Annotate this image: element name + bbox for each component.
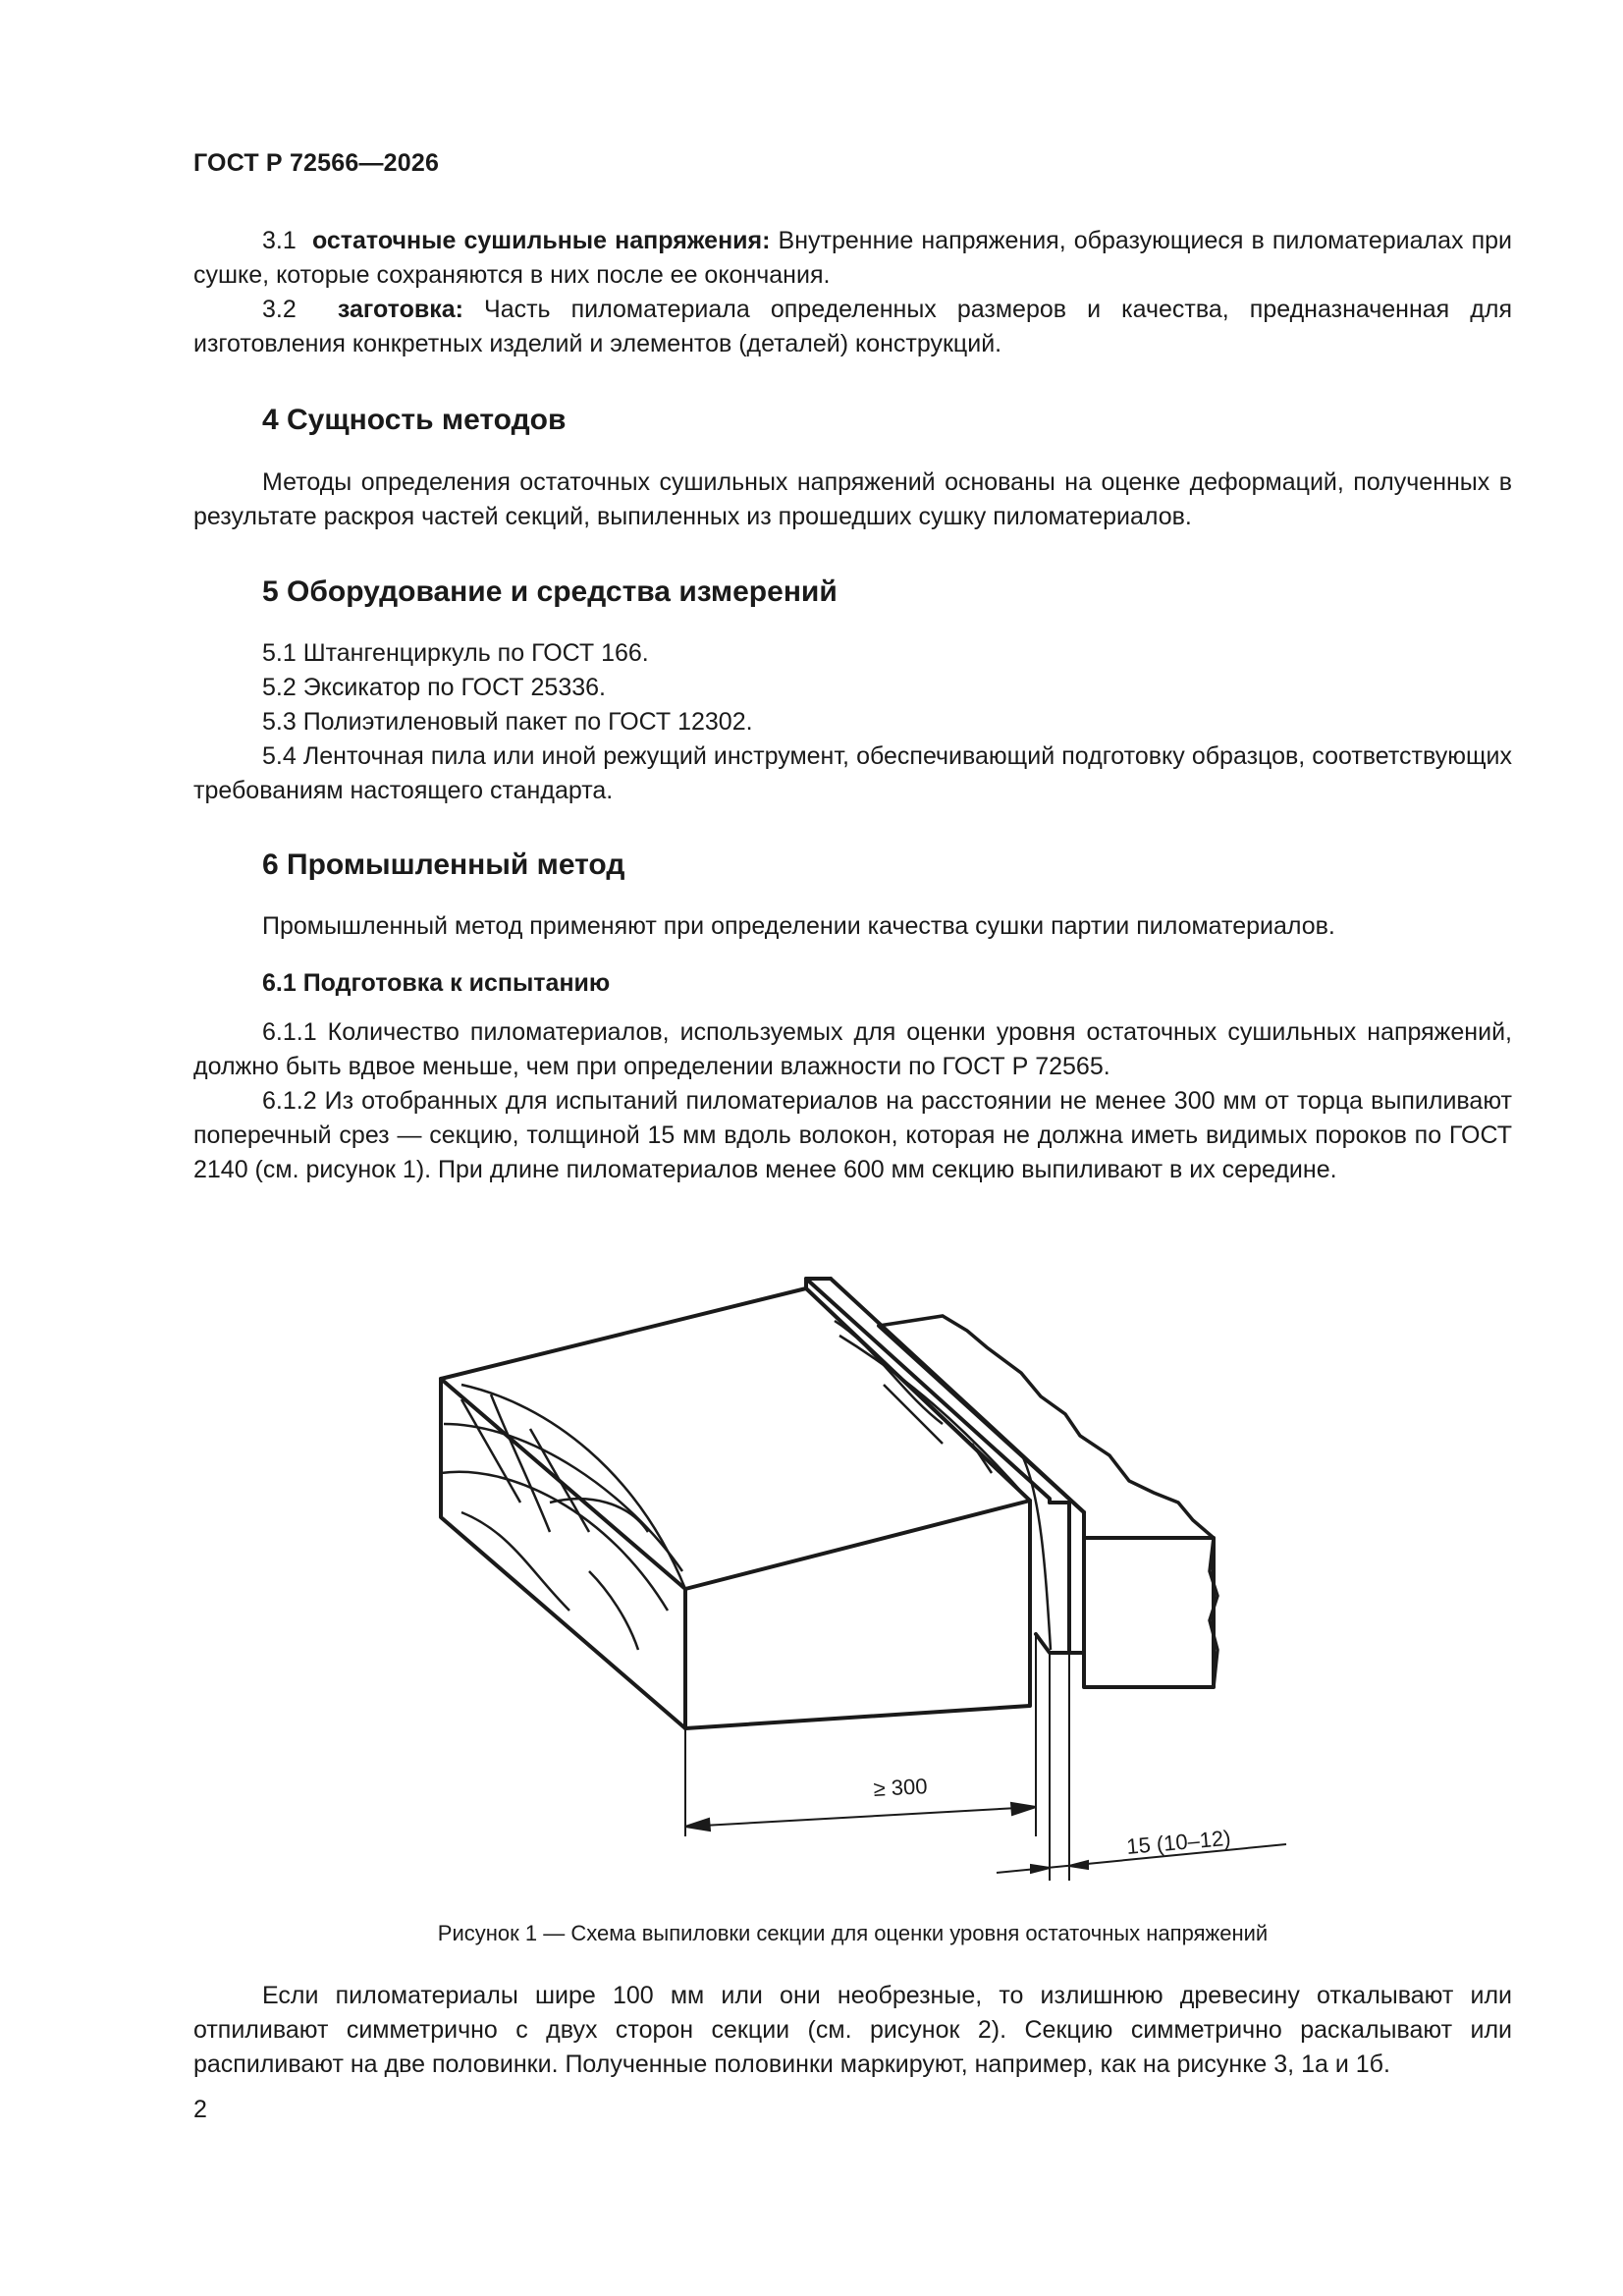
term-number: 3.1 xyxy=(262,227,297,254)
document-header-code: ГОСТ Р 72566—2026 xyxy=(193,149,440,177)
section-6-heading: 6 Промышленный метод xyxy=(262,848,625,881)
section-5-heading: 5 Оборудование и средства измерений xyxy=(262,575,838,608)
term-definition: Часть пиломатериала определенных размеров и качества, предназначенная для изготовления конкретных изделий и элементов (деталей) конструкций. xyxy=(193,296,1512,357)
page-number: 2 xyxy=(193,2096,207,2123)
paragraph-6-1-1: 6.1.1 Количество пиломатериалов, используемых для оценки уровня остаточных сушильных напряжений, должно быть вдвое меньше, чем при определении влажности по ГОСТ Р 72565. xyxy=(193,1018,1512,1080)
section-6-intro: Промышленный метод применяют при определении качества сушки партии пиломатериалов. xyxy=(262,912,1335,940)
list-item: 5.1 Штангенциркуль по ГОСТ 166. xyxy=(262,639,649,667)
board-outline xyxy=(441,1279,1214,1728)
grain-lines xyxy=(441,1321,1051,1650)
list-item: 5.2 Эксикатор по ГОСТ 25336. xyxy=(262,674,606,701)
section-4-heading: 4 Сущность методов xyxy=(262,404,567,436)
dimension-length-label: ≥ 300 xyxy=(872,1774,929,1801)
list-item: 5.4 Ленточная пила или иной режущий инструмент, обеспечивающий подготовку образцов, соответствующих требованиям настоящего стандарта. xyxy=(193,742,1512,804)
list-item: 5.3 Полиэтиленовый пакет по ГОСТ 12302. xyxy=(262,708,753,736)
term-definition: Внутренние напряжения, образующиеся в пиломатериалах при сушке, которые сохраняются в них после ее окончания. xyxy=(193,227,1512,289)
paragraph-after-figure: Если пиломатериалы шире 100 мм или они необрезные, то излишнюю древесину откалывают или отпиливают симметрично с двух сторон секции (см. рисунок 2). Секцию симметрично раскалывают или распиливают на две половинки. Полученные половинки маркируют, например, как на рисунке 3, 1а и 1б. xyxy=(193,1982,1512,2078)
break-line xyxy=(879,1316,1214,1538)
term-name: остаточные сушильные напряжения: xyxy=(311,227,771,254)
section-4-text: Методы определения остаточных сушильных напряжений основаны на оценке деформаций, полученных в результате раскроя частей секций, выпиленных из прошедших сушку пиломатериалов. xyxy=(193,468,1512,530)
paragraph-6-1-2: 6.1.2 Из отобранных для испытаний пиломатериалов на расстоянии не менее 300 мм от торца выпиливают поперечный срез — секцию, толщиной 15 мм вдоль волокон, которая не должна иметь видимых пороков по ГОСТ 2140 (см. рисунок 1). При длине пиломатериалов менее 600 мм секцию выпиливают в их середине. xyxy=(193,1087,1512,1183)
term-number: 3.2 xyxy=(262,296,297,323)
dimension-thickness-label: 15 (10–12) xyxy=(1125,1825,1232,1859)
term-name: заготовка: xyxy=(337,296,463,323)
subsection-6-1-heading: 6.1 Подготовка к испытанию xyxy=(262,969,611,997)
figure-1-caption: Рисунок 1 — Схема выпиловки секции для оценки уровня остаточных напряжений xyxy=(437,1921,1269,1945)
